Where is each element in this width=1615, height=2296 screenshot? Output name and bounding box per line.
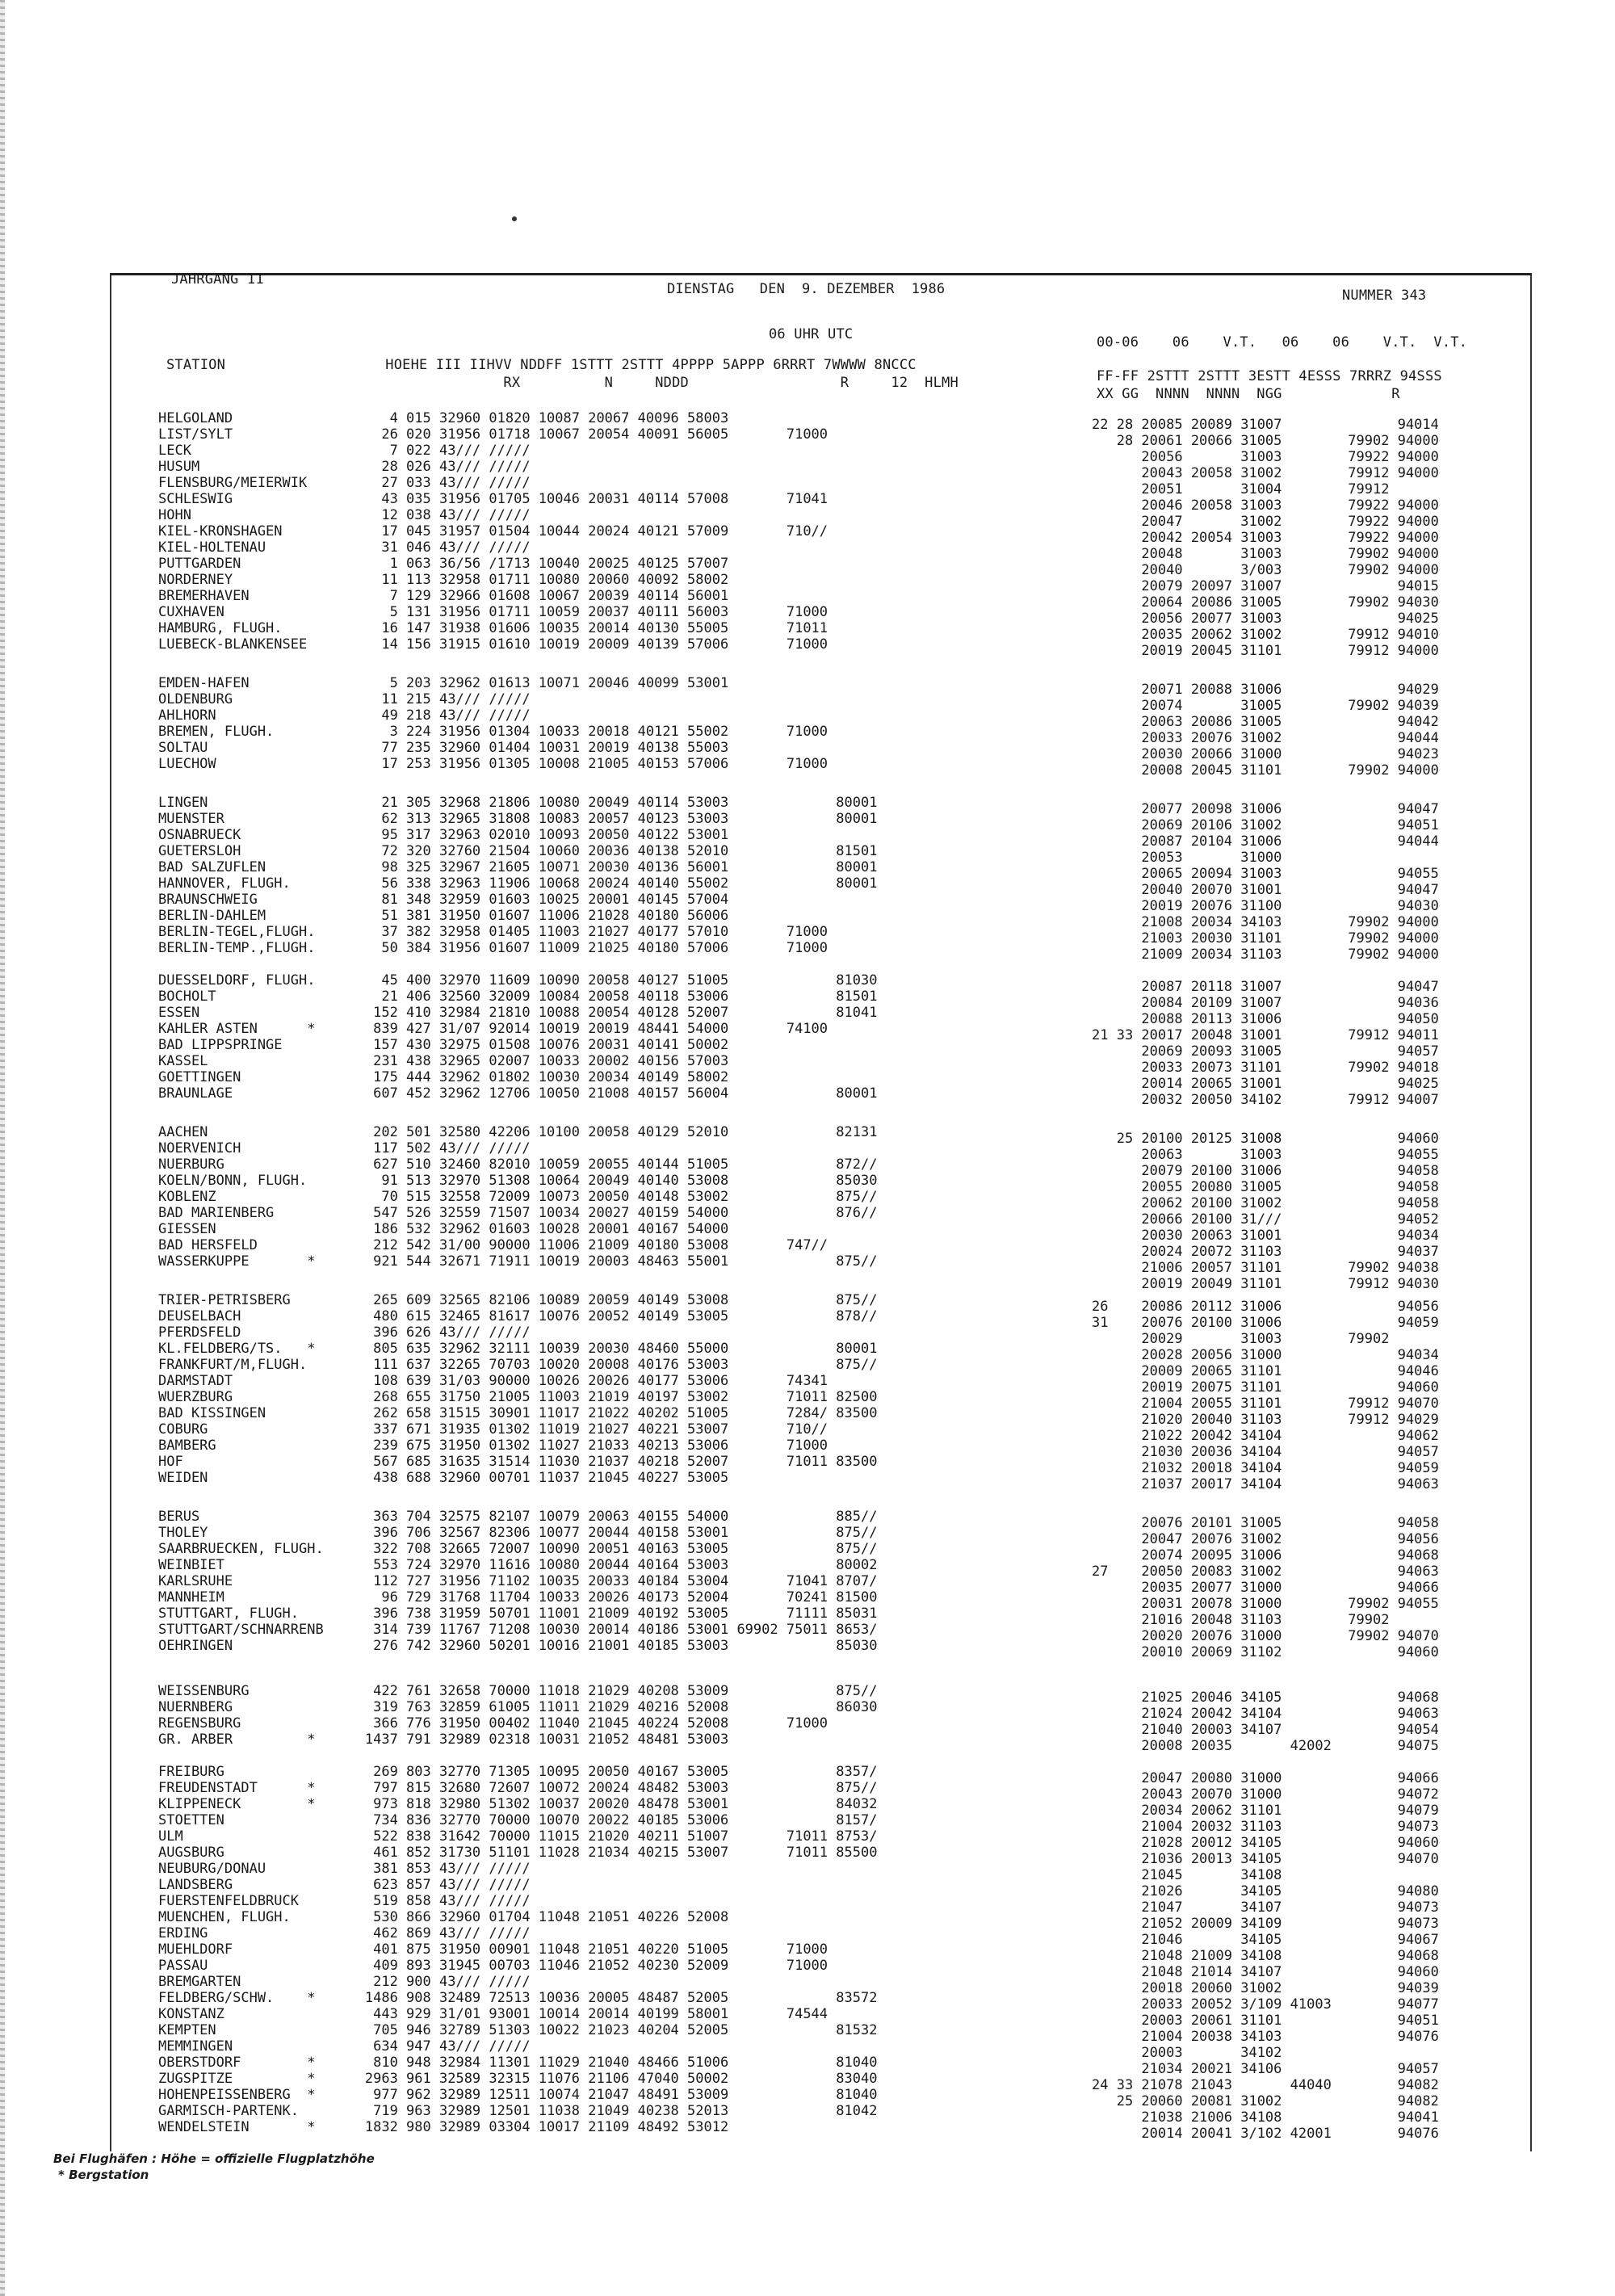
summary-row: 20077 20098 31006 94047 bbox=[1092, 801, 1439, 817]
observation-time: 06 UHR UTC bbox=[769, 326, 854, 342]
station-row: NOERVENICH 117 502 43/// ///// bbox=[158, 1140, 531, 1156]
station-row: EMDEN-HAFEN 5 203 32962 01613 10071 20046 40099 53001 bbox=[158, 675, 729, 691]
summary-row: 28 20061 20066 31005 79902 94000 bbox=[1092, 433, 1439, 449]
station-row: TRIER-PETRISBERG 265 609 32565 82106 10089 20059 40149 53008 875// bbox=[158, 1292, 878, 1308]
station-row: BAD LIPPSPRINGE 157 430 32975 01508 10076 20031 40141 50002 bbox=[158, 1037, 729, 1053]
summary-row: 21030 20036 34104 94057 bbox=[1092, 1444, 1439, 1460]
station-row: MUENSTER 62 313 32965 31808 10083 20057 40123 53003 80001 bbox=[158, 811, 878, 827]
station-row: AHLHORN 49 218 43/// ///// bbox=[158, 707, 531, 724]
station-row: BOCHOLT 21 406 32560 32009 10084 20058 40118 53006 81501 bbox=[158, 988, 878, 1005]
station-row: WEINBIET 553 724 32970 11616 10080 20044 40164 53003 80002 bbox=[158, 1557, 878, 1573]
summary-row: 20076 20101 31005 94058 bbox=[1092, 1515, 1439, 1531]
station-row: LINGEN 21 305 32968 21806 10080 20049 40114 53003 80001 bbox=[158, 795, 878, 811]
summary-row: 20024 20072 31103 94037 bbox=[1092, 1244, 1439, 1260]
summary-row: 20069 20093 31005 94057 bbox=[1092, 1043, 1439, 1060]
summary-row: 21009 20034 31103 79902 94000 bbox=[1092, 947, 1439, 963]
right-column-header-2: XX GG NNNN NNNN NGG R bbox=[1097, 386, 1400, 402]
summary-row: 25 20100 20125 31008 94060 bbox=[1092, 1131, 1439, 1147]
station-row: PFERDSFELD 396 626 43/// ///// bbox=[158, 1324, 531, 1341]
station-row: BAD MARIENBERG 547 526 32559 71507 10034 20027 40159 54000 876// bbox=[158, 1205, 878, 1221]
summary-row: 20043 20058 31002 79912 94000 bbox=[1092, 465, 1439, 481]
summary-row: 20028 20056 31000 94034 bbox=[1092, 1347, 1439, 1363]
summary-row: 21037 20017 34104 94063 bbox=[1092, 1476, 1439, 1492]
station-row: KAHLER ASTEN * 839 427 31/07 92014 10019 20019 48441 54000 74100 bbox=[158, 1021, 828, 1037]
summary-row: 21047 34107 94073 bbox=[1092, 1899, 1439, 1916]
station-row: PUTTGARDEN 1 063 36/56 /1713 10040 20025 40125 57007 bbox=[158, 556, 729, 572]
summary-row: 20064 20086 31005 79902 94030 bbox=[1092, 594, 1439, 611]
station-row: BAD KISSINGEN 262 658 31515 30901 11017 21022 40202 51005 7284/ 83500 bbox=[158, 1405, 878, 1421]
summary-row: 20032 20050 34102 79912 94007 bbox=[1092, 1092, 1439, 1108]
station-row: FLENSBURG/MEIERWIK 27 033 43/// ///// bbox=[158, 475, 531, 491]
summary-row: 21040 20003 34107 94054 bbox=[1092, 1722, 1439, 1738]
summary-row: 20055 20080 31005 94058 bbox=[1092, 1179, 1439, 1195]
summary-row: 20014 20041 3/102 42001 94076 bbox=[1092, 2126, 1439, 2142]
station-row: MANNHEIM 96 729 31768 11704 10033 20026 40173 52004 70241 81500 bbox=[158, 1589, 878, 1606]
station-row: OLDENBURG 11 215 43/// ///// bbox=[158, 691, 531, 707]
station-row: KLIPPENECK * 973 818 32980 51302 10037 20020 48478 53001 84032 bbox=[158, 1796, 878, 1812]
station-row: REGENSBURG 366 776 31950 00402 11040 21045 40224 52008 71000 bbox=[158, 1715, 828, 1731]
station-row: STUTTGART/SCHNARRENB 314 739 11767 71208 10030 20014 40186 53001 69902 75011 8653/ bbox=[158, 1622, 878, 1638]
summary-row: 21004 20038 34103 94076 bbox=[1092, 2029, 1439, 2045]
summary-row: 20066 20100 31/// 94052 bbox=[1092, 1211, 1439, 1228]
station-row: BERLIN-TEGEL,FLUGH. 37 382 32958 01405 11003 21027 40177 57010 71000 bbox=[158, 924, 828, 940]
summary-row: 20033 20073 31101 79902 94018 bbox=[1092, 1060, 1439, 1076]
summary-row: 20008 20045 31101 79902 94000 bbox=[1092, 762, 1439, 779]
summary-row: 20056 31003 79922 94000 bbox=[1092, 449, 1439, 465]
summary-row: 20047 20080 31000 94066 bbox=[1092, 1770, 1439, 1786]
station-row: KOBLENZ 70 515 32558 72009 10073 20050 40148 53002 875// bbox=[158, 1189, 878, 1205]
station-row: CUXHAVEN 5 131 31956 01711 10059 20037 40111 56003 71000 bbox=[158, 604, 828, 620]
summary-row: 20088 20113 31006 94050 bbox=[1092, 1011, 1439, 1027]
summary-row: 21045 34108 bbox=[1092, 1867, 1282, 1883]
station-row: ULM 522 838 31642 70000 11015 21020 40211 51007 71011 8753/ bbox=[158, 1828, 878, 1845]
right-column-header-1: FF-FF 2STTT 2STTT 3ESTT 4ESSS 7RRRZ 94SSS bbox=[1097, 368, 1442, 384]
station-row: BRAUNSCHWEIG 81 348 32959 01603 10025 20001 40145 57004 bbox=[158, 892, 729, 908]
station-row: STOETTEN 734 836 32770 70000 10070 20022 40185 53006 8157/ bbox=[158, 1812, 878, 1828]
summary-row: 21022 20042 34104 94062 bbox=[1092, 1428, 1439, 1444]
station-row: HOHN 12 038 43/// ///// bbox=[158, 507, 531, 523]
station-row: KEMPTEN 705 946 32789 51303 10022 21023 40204 52005 81532 bbox=[158, 2022, 878, 2038]
summary-row: 21 33 20017 20048 31001 79912 94011 bbox=[1092, 1027, 1439, 1043]
station-row: KIEL-HOLTENAU 31 046 43/// ///// bbox=[158, 539, 531, 556]
station-row: MEMMINGEN 634 947 43/// ///// bbox=[158, 2038, 531, 2055]
summary-row: 20051 31004 79912 bbox=[1092, 481, 1390, 497]
summary-row: 24 33 21078 21043 44040 94082 bbox=[1092, 2077, 1439, 2093]
station-row: MUENCHEN, FLUGH. 530 866 32960 01704 11048 21051 40226 52008 bbox=[158, 1909, 729, 1925]
station-row: WENDELSTEIN * 1832 980 32989 03304 10017 21109 48492 53012 bbox=[158, 2119, 729, 2135]
station-row: HUSUM 28 026 43/// ///// bbox=[158, 459, 531, 475]
summary-row: 21004 20055 31101 79912 94070 bbox=[1092, 1396, 1439, 1412]
station-row: THOLEY 396 706 32567 82306 10077 20044 40158 53001 875// bbox=[158, 1525, 878, 1541]
summary-row: 20040 3/003 79902 94000 bbox=[1092, 562, 1439, 578]
summary-row: 22 28 20085 20089 31007 94014 bbox=[1092, 417, 1439, 433]
summary-row: 20010 20069 31102 94060 bbox=[1092, 1644, 1439, 1660]
station-row: BREMGARTEN 212 900 43/// ///// bbox=[158, 1974, 531, 1990]
summary-row: 20009 20065 31101 94046 bbox=[1092, 1363, 1439, 1379]
summary-row: 20019 20076 31100 94030 bbox=[1092, 898, 1439, 914]
summary-row: 20035 20062 31002 79912 94010 bbox=[1092, 627, 1439, 643]
issue-date: DIENSTAG DEN 9. DEZEMBER 1986 bbox=[667, 281, 946, 297]
station-row: DARMSTADT 108 639 31/03 90000 10026 20026 40177 53006 74341 bbox=[158, 1373, 828, 1389]
station-row: NUERBURG 627 510 32460 82010 10059 20055 40144 51005 872// bbox=[158, 1156, 878, 1173]
station-row: WEIDEN 438 688 32960 00701 11037 21045 40227 53005 bbox=[158, 1470, 729, 1486]
scan-edge bbox=[0, 0, 5, 2296]
jahrgang-label: JAHRGANG 11 bbox=[171, 271, 264, 288]
station-row: KIEL-KRONSHAGEN 17 045 31957 01504 10044 20024 40121 57009 710// bbox=[158, 523, 828, 539]
footnote-mountain-station: * Bergstation bbox=[58, 2168, 149, 2182]
station-row: LUECHOW 17 253 31956 01305 10008 21005 40153 57006 71000 bbox=[158, 756, 828, 772]
station-row: BAD HERSFELD 212 542 31/00 90000 11006 21009 40180 53008 747// bbox=[158, 1237, 828, 1253]
summary-row: 21036 20013 34105 94070 bbox=[1092, 1851, 1439, 1867]
station-row: HELGOLAND 4 015 32960 01820 10087 20067 40096 58003 bbox=[158, 410, 729, 426]
summary-row: 20042 20054 31003 79922 94000 bbox=[1092, 530, 1439, 546]
station-row: FELDBERG/SCHW. * 1486 908 32489 72513 10036 20005 48487 52005 83572 bbox=[158, 1990, 878, 2006]
summary-row: 20019 20045 31101 79912 94000 bbox=[1092, 643, 1439, 659]
station-row: HAMBURG, FLUGH. 16 147 31938 01606 10035 20014 40130 55005 71011 bbox=[158, 620, 828, 636]
summary-row: 20003 34102 bbox=[1092, 2045, 1282, 2061]
summary-row: 20020 20076 31000 79902 94070 bbox=[1092, 1628, 1439, 1644]
station-row: BREMEN, FLUGH. 3 224 31956 01304 10033 20018 40121 55002 71000 bbox=[158, 724, 828, 740]
left-column-header-1: STATION HOEHE III IIHVV NDDFF 1STTT 2STTT 4PPPP 5APPP 6RRRT 7WWWW 8NCCC bbox=[166, 357, 917, 373]
summary-row: 20079 20097 31007 94015 bbox=[1092, 578, 1439, 594]
summary-row: 21028 20012 34105 94060 bbox=[1092, 1835, 1439, 1851]
station-row: COBURG 337 671 31935 01302 11019 21027 40221 53007 710// bbox=[158, 1421, 828, 1438]
left-column-header-2: RX N NDDD R 12 HLMH bbox=[166, 375, 959, 391]
summary-row: 21048 21014 34107 94060 bbox=[1092, 1964, 1439, 1980]
summary-row: 20031 20078 31000 79902 94055 bbox=[1092, 1596, 1439, 1612]
station-row: BAMBERG 239 675 31950 01302 11027 21033 40213 53006 71000 bbox=[158, 1438, 828, 1454]
station-row: WUERZBURG 268 655 31750 21005 11003 21019 40197 53002 71011 82500 bbox=[158, 1389, 878, 1405]
station-row: LECK 7 022 43/// ///// bbox=[158, 443, 531, 459]
summary-row: 31 20076 20100 31006 94059 bbox=[1092, 1315, 1439, 1331]
station-row: ZUGSPITZE * 2963 961 32589 32315 11076 21106 47040 50002 83040 bbox=[158, 2071, 878, 2087]
station-row: SOLTAU 77 235 32960 01404 10031 20019 40138 55003 bbox=[158, 740, 729, 756]
station-row: GUETERSLOH 72 320 32760 21504 10060 20036 40138 52010 81501 bbox=[158, 843, 878, 859]
station-row: NUERNBERG 319 763 32859 61005 11011 21029 40216 52008 86030 bbox=[158, 1699, 878, 1715]
summary-row: 20029 31003 79902 bbox=[1092, 1331, 1390, 1347]
summary-row: 20074 31005 79902 94039 bbox=[1092, 698, 1439, 714]
summary-row: 21046 34105 94067 bbox=[1092, 1932, 1439, 1948]
station-row: HANNOVER, FLUGH. 56 338 32963 11906 10068 20024 40140 55002 80001 bbox=[158, 875, 878, 892]
summary-row: 21034 20021 34106 94057 bbox=[1092, 2061, 1439, 2077]
summary-row: 20087 20104 31006 94044 bbox=[1092, 833, 1439, 850]
station-row: BERUS 363 704 32575 82107 10079 20063 40155 54000 885// bbox=[158, 1509, 878, 1525]
summary-row: 20040 20070 31001 94047 bbox=[1092, 882, 1439, 898]
summary-row: 21038 21006 34108 94041 bbox=[1092, 2109, 1439, 2126]
station-row: KARLSRUHE 112 727 31956 71102 10035 20033 40184 53004 71041 8707/ bbox=[158, 1573, 878, 1589]
footnote-airports: Bei Flughäfen : Höhe = offizielle Flugplatzhöhe bbox=[53, 2151, 375, 2166]
station-row: LUEBECK-BLANKENSEE 14 156 31915 01610 10019 20009 40139 57006 71000 bbox=[158, 636, 828, 653]
station-row: HOF 567 685 31635 31514 11030 21037 40218 52007 71011 83500 bbox=[158, 1454, 878, 1470]
summary-row: 20014 20065 31001 94025 bbox=[1092, 1076, 1439, 1092]
station-row: ERDING 462 869 43/// ///// bbox=[158, 1925, 531, 1941]
summary-row: 20056 20077 31003 94025 bbox=[1092, 611, 1439, 627]
summary-row: 21020 20040 31103 79912 94029 bbox=[1092, 1412, 1439, 1428]
summary-row: 20074 20095 31006 94068 bbox=[1092, 1547, 1439, 1564]
issue-number: NUMMER 343 bbox=[1342, 288, 1427, 304]
station-row: STUTTGART, FLUGH. 396 738 31959 50701 11001 21009 40192 53005 71111 85031 bbox=[158, 1606, 878, 1622]
station-row: FUERSTENFELDBRUCK 519 858 43/// ///// bbox=[158, 1893, 531, 1909]
summary-row: 20034 20062 31101 94079 bbox=[1092, 1803, 1439, 1819]
summary-row: 21025 20046 34105 94068 bbox=[1092, 1689, 1439, 1706]
station-row: OSNABRUECK 95 317 32963 02010 10093 20050 40122 53001 bbox=[158, 827, 729, 843]
station-row: AACHEN 202 501 32580 42206 10100 20058 40129 52010 82131 bbox=[158, 1124, 878, 1140]
station-row: NEUBURG/DONAU 381 853 43/// ///// bbox=[158, 1861, 531, 1877]
station-row: PASSAU 409 893 31945 00703 11046 21052 40230 52009 71000 bbox=[158, 1958, 828, 1974]
station-row: FREUDENSTADT * 797 815 32680 72607 10072 20024 48482 53003 875// bbox=[158, 1780, 878, 1796]
summary-row: 20053 31000 bbox=[1092, 850, 1282, 866]
station-row: DEUSELBACH 480 615 32465 81617 10076 20052 40149 53005 878// bbox=[158, 1308, 878, 1324]
scan-speck bbox=[512, 216, 517, 221]
summary-row: 21006 20057 31101 79902 94038 bbox=[1092, 1260, 1439, 1276]
station-row: BRAUNLAGE 607 452 32962 12706 10050 21008 40157 56004 80001 bbox=[158, 1085, 878, 1102]
summary-row: 20030 20063 31001 94034 bbox=[1092, 1228, 1439, 1244]
station-row: WEISSENBURG 422 761 32658 70000 11018 21029 40208 53009 875// bbox=[158, 1683, 878, 1699]
summary-row: 20071 20088 31006 94029 bbox=[1092, 682, 1439, 698]
station-row: MUEHLDORF 401 875 31950 00901 11048 21051 40220 51005 71000 bbox=[158, 1941, 828, 1958]
station-row: BERLIN-DAHLEM 51 381 31950 01607 11006 21028 40180 56006 bbox=[158, 908, 729, 924]
station-row: BAD SALZUFLEN 98 325 32967 21605 10071 20030 40136 56001 80001 bbox=[158, 859, 878, 875]
summary-row: 21026 34105 94080 bbox=[1092, 1883, 1439, 1899]
station-row: GIESSEN 186 532 32962 01603 10028 20001 40167 54000 bbox=[158, 1221, 729, 1237]
summary-row: 20069 20106 31002 94051 bbox=[1092, 817, 1439, 833]
summary-row: 21004 20032 31103 94073 bbox=[1092, 1819, 1439, 1835]
summary-row: 20003 20061 31101 94051 bbox=[1092, 2013, 1439, 2029]
summary-row: 20047 20076 31002 94056 bbox=[1092, 1531, 1439, 1547]
station-row: OBERSTDORF * 810 948 32984 11301 11029 21040 48466 51006 81040 bbox=[158, 2055, 878, 2071]
station-row: ESSEN 152 410 32984 21810 10088 20054 40128 52007 81041 bbox=[158, 1005, 878, 1021]
station-row: SAARBRUECKEN, FLUGH. 322 708 32665 72007 10090 20051 40163 53005 875// bbox=[158, 1541, 878, 1557]
station-row: LANDSBERG 623 857 43/// ///// bbox=[158, 1877, 531, 1893]
summary-row: 20043 20070 31000 94072 bbox=[1092, 1786, 1439, 1803]
summary-row: 20019 20049 31101 79912 94030 bbox=[1092, 1276, 1439, 1292]
station-row: AUGSBURG 461 852 31730 51101 11028 21034 40215 53007 71011 85500 bbox=[158, 1845, 878, 1861]
summary-row: 21032 20018 34104 94059 bbox=[1092, 1460, 1439, 1476]
station-row: FRANKFURT/M,FLUGH. 111 637 32265 70703 10020 20008 40176 53003 875// bbox=[158, 1357, 878, 1373]
summary-row: 20019 20075 31101 94060 bbox=[1092, 1379, 1439, 1396]
summary-row: 20030 20066 31000 94023 bbox=[1092, 746, 1439, 762]
summary-row: 20062 20100 31002 94058 bbox=[1092, 1195, 1439, 1211]
summary-row: 26 20086 20112 31006 94056 bbox=[1092, 1299, 1439, 1315]
summary-row: 27 20050 20083 31002 94063 bbox=[1092, 1564, 1439, 1580]
summary-row: 20079 20100 31006 94058 bbox=[1092, 1163, 1439, 1179]
station-row: OEHRINGEN 276 742 32960 50201 10016 21001 40185 53003 85030 bbox=[158, 1638, 878, 1654]
station-row: DUESSELDORF, FLUGH. 45 400 32970 11609 10090 20058 40127 51005 81030 bbox=[158, 972, 878, 988]
station-row: LIST/SYLT 26 020 31956 01718 10067 20054 40091 56005 71000 bbox=[158, 426, 828, 443]
summary-row: 20035 20077 31000 94066 bbox=[1092, 1580, 1439, 1596]
summary-row: 20087 20118 31007 94047 bbox=[1092, 979, 1439, 995]
station-row: KL.FELDBERG/TS. * 805 635 32962 32111 10039 20030 48460 55000 80001 bbox=[158, 1341, 878, 1357]
summary-row: 25 20060 20081 31002 94082 bbox=[1092, 2093, 1439, 2109]
summary-row: 20065 20094 31003 94055 bbox=[1092, 866, 1439, 882]
station-row: GOETTINGEN 175 444 32962 01802 10030 20034 40149 58002 bbox=[158, 1069, 729, 1085]
summary-row: 20018 20060 31002 94039 bbox=[1092, 1980, 1439, 1996]
station-row: SCHLESWIG 43 035 31956 01705 10046 20031 40114 57008 71041 bbox=[158, 491, 828, 507]
station-row: KONSTANZ 443 929 31/01 93001 10014 20014 40199 58001 74544 bbox=[158, 2006, 828, 2022]
summary-row: 21003 20030 31101 79902 94000 bbox=[1092, 930, 1439, 947]
summary-row: 21048 21009 34108 94068 bbox=[1092, 1948, 1439, 1964]
right-time-columns: 00-06 06 V.T. 06 06 V.T. V.T. bbox=[1097, 334, 1468, 350]
summary-row: 20063 20086 31005 94042 bbox=[1092, 714, 1439, 730]
summary-row: 20048 31003 79902 94000 bbox=[1092, 546, 1439, 562]
station-row: BERLIN-TEMP.,FLUGH. 50 384 31956 01607 11009 21025 40180 57006 71000 bbox=[158, 940, 828, 956]
summary-row: 20063 31003 94055 bbox=[1092, 1147, 1439, 1163]
summary-row: 20046 20058 31003 79922 94000 bbox=[1092, 497, 1439, 514]
summary-row: 20084 20109 31007 94036 bbox=[1092, 995, 1439, 1011]
station-row: WASSERKUPPE * 921 544 32671 71911 10019 20003 48463 55001 875// bbox=[158, 1253, 878, 1270]
station-row: NORDERNEY 11 113 32958 01711 10080 20060 40092 58002 bbox=[158, 572, 729, 588]
summary-row: 21016 20048 31103 79902 bbox=[1092, 1612, 1390, 1628]
station-row: KASSEL 231 438 32965 02007 10033 20002 40156 57003 bbox=[158, 1053, 729, 1069]
summary-row: 20047 31002 79922 94000 bbox=[1092, 514, 1439, 530]
station-row: FREIBURG 269 803 32770 71305 10095 20050 40167 53005 8357/ bbox=[158, 1764, 878, 1780]
summary-row: 21024 20042 34104 94063 bbox=[1092, 1706, 1439, 1722]
station-row: HOHENPEISSENBERG * 977 962 32989 12511 10074 21047 48491 53009 81040 bbox=[158, 2087, 878, 2103]
station-row: BREMERHAVEN 7 129 32966 01608 10067 20039 40114 56001 bbox=[158, 588, 729, 604]
summary-row: 21052 20009 34109 94073 bbox=[1092, 1916, 1439, 1932]
summary-row: 20008 20035 42002 94075 bbox=[1092, 1738, 1439, 1754]
summary-row: 20033 20076 31002 94044 bbox=[1092, 730, 1439, 746]
summary-row: 20033 20052 3/109 41003 94077 bbox=[1092, 1996, 1439, 2013]
summary-row: 21008 20034 34103 79902 94000 bbox=[1092, 914, 1439, 930]
station-row: GARMISCH-PARTENK. 719 963 32989 12501 11038 21049 40238 52013 81042 bbox=[158, 2103, 878, 2119]
station-row: GR. ARBER * 1437 791 32989 02318 10031 21052 48481 53003 bbox=[158, 1731, 729, 1748]
station-row: KOELN/BONN, FLUGH. 91 513 32970 51308 10064 20049 40140 53008 85030 bbox=[158, 1173, 878, 1189]
